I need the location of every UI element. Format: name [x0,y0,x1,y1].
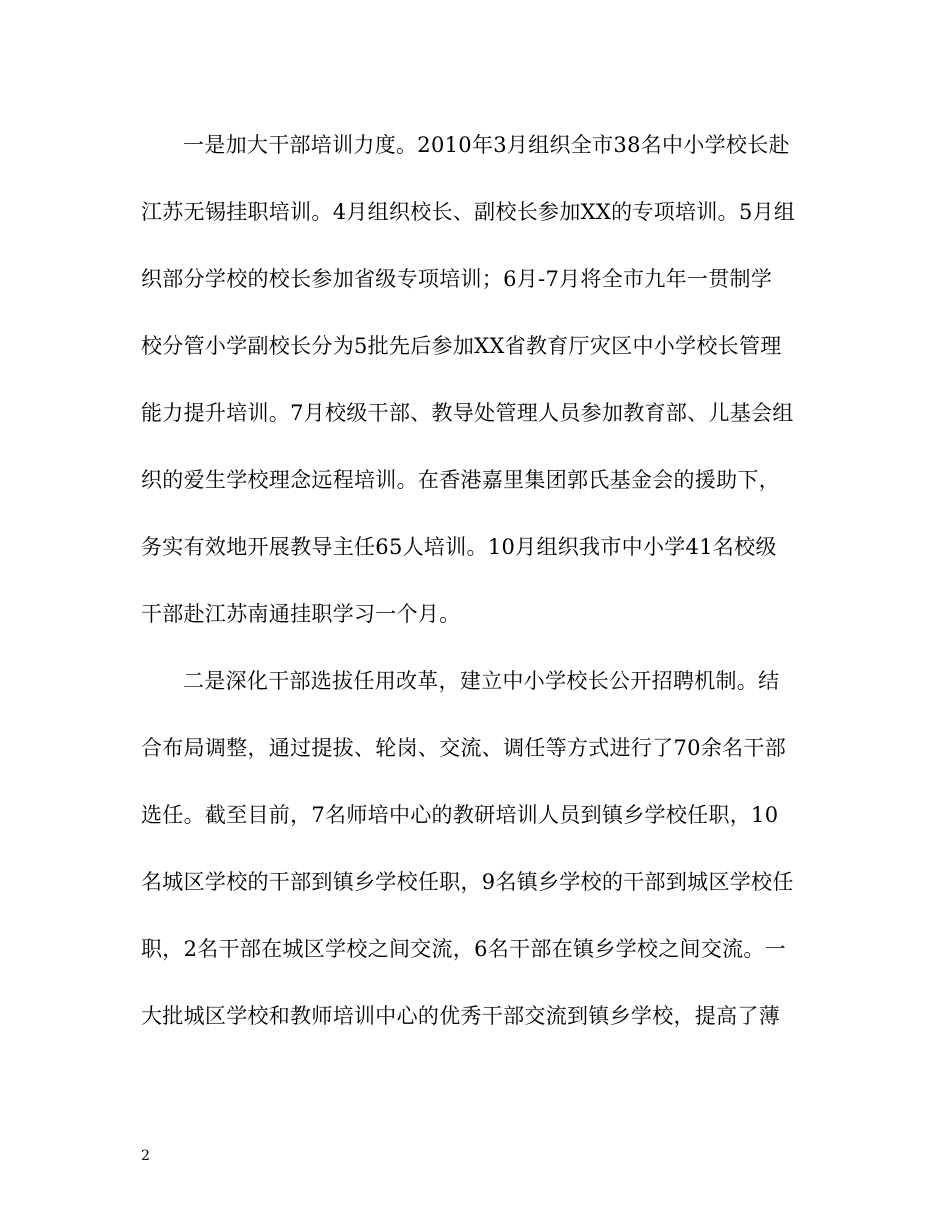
paragraph-1-line-6: 织的爱生学校理念远程培训。在香港嘉里集团郭氏基金会的援助下， [141,468,780,492]
paragraph-2-line-2: 合布局调整，通过提拔、轮岗、交流、调任等方式进行了70余名干部 [141,736,787,760]
paragraph-2-line-6: 大批城区学校和教师培训中心的优秀干部交流到镇乡学校，提高了薄 [141,1004,780,1028]
paragraph-2-line-3: 选任。截至目前，7名师培中心的教研培训人员到镇乡学校任职，10 [141,803,779,827]
paragraph-1-line-4: 校分管小学副校长分为5批先后参加XX省教育厅灾区中小学校长管理 [141,334,782,358]
page-number: 2 [141,1148,150,1164]
paragraph-2-line-1: 二是深化干部选拔任用改革，建立中小学校长公开招聘机制。结 [183,669,780,693]
paragraph-1-line-5: 能力提升培训。7月校级干部、教导处管理人员参加教育部、儿基会组 [141,401,794,425]
paragraph-1-line-3: 织部分学校的校长参加省级专项培训；6月-7月将全市九年一贯制学 [141,267,773,291]
paragraph-1-line-1: 一是加大干部培训力度。2010年3月组织全市38名中小学校长赴 [183,133,790,157]
paragraph-2-line-5: 职，2名干部在城区学校之间交流，6名干部在镇乡学校之间交流。一 [141,937,787,961]
paragraph-1-line-7: 务实有效地开展教导主任65人培训。10月组织我市中小学41名校级 [141,535,777,559]
paragraph-1-line-2: 江苏无锡挂职培训。4月组织校长、副校长参加XX的专项培训。5月组 [141,200,796,224]
paragraph-1-line-8: 干部赴江苏南通挂职学习一个月。 [141,602,461,626]
paragraph-2-line-4: 名城区学校的干部到镇乡学校任职，9名镇乡学校的干部到城区学校任 [141,870,794,894]
